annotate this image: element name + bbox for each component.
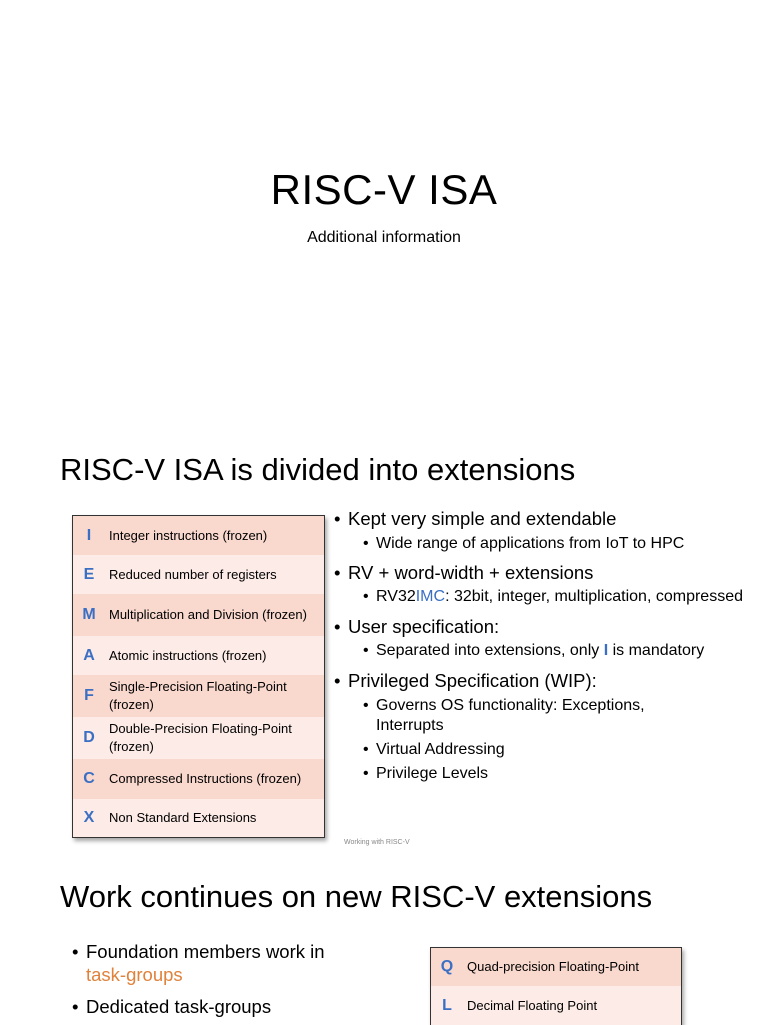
bullet-separated: [334, 641, 754, 661]
extension-letter: I: [86, 526, 92, 544]
bullet-applications: • Wide range of applications from IoT to HPC: [334, 534, 754, 554]
slide2-bullets: [334, 507, 754, 784]
bullet-dedicated-task-groups: • Dedicated task-groups: [72, 995, 402, 1018]
extension-description: Double-Precision Floating-Point (frozen): [109, 721, 292, 754]
extension-letter: X: [83, 809, 95, 826]
extension-row-c: [73, 759, 324, 799]
extension-description: Reduced number of registers: [109, 566, 277, 582]
bullet-privileged-spec: • Privileged Specification (WIP):: [334, 669, 754, 692]
extension-description: Decimal Floating Point: [467, 997, 598, 1013]
rv32-prefix: RV32: [376, 588, 416, 605]
slide2-heading: RISC-V ISA is divided into extensions: [60, 452, 576, 487]
bullet-privilege-levels: • Privilege Levels: [334, 764, 754, 784]
extension-letter: A: [83, 646, 95, 664]
extension-row-x: [73, 799, 324, 837]
extension-letter: M: [82, 606, 96, 623]
extension-row-q: [431, 948, 681, 986]
extension-row-a: [73, 636, 324, 675]
extension-row-l: [431, 986, 681, 1025]
extension-description: Compressed Instructions (frozen): [109, 771, 302, 786]
imc-highlight: IMC: [415, 588, 446, 605]
extension-description: Integer instructions (frozen): [109, 527, 268, 543]
extension-row-i: [73, 516, 324, 555]
extension-description: Single-Precision Floating-Point (frozen): [109, 679, 287, 712]
bullet-simple: • Kept very simple and extendable: [334, 507, 754, 530]
slide3-bullets: [72, 940, 402, 1018]
extension-description: Non Standard Extensions: [109, 810, 257, 825]
new-extensions-table: [430, 947, 682, 1025]
slide3-heading: Work continues on new RISC-V extensions: [60, 879, 653, 914]
bullet-rv32imc: [334, 587, 754, 607]
bullet-os-functionality: • Governs OS functionality: Exceptions, Interrupts: [334, 696, 676, 736]
extension-row-d: [73, 717, 324, 759]
slide1-subtitle: Additional information: [307, 229, 461, 246]
extension-description: Atomic instructions (frozen): [109, 647, 267, 663]
bullet-foundation-members: • Foundation members work in: [72, 940, 402, 963]
slide-footer: Working with RISC-V: [344, 839, 410, 846]
bullet-virtual-addressing: • Virtual Addressing: [334, 740, 754, 760]
separated-suffix: is mandatory: [608, 642, 705, 659]
extension-description: Quad-precision Floating-Point: [467, 959, 639, 974]
bullet-word-width: • RV + word-width + extensions: [334, 561, 754, 584]
extension-letter: L: [442, 996, 452, 1014]
extension-letter: C: [83, 770, 95, 787]
i-highlight: I: [603, 642, 609, 659]
extensions-table: [72, 515, 325, 838]
rv32-suffix: : 32bit, integer, multiplication, compressed: [445, 588, 743, 605]
slide1-title: RISC-V ISA: [270, 166, 498, 213]
task-groups-highlight: task-groups: [86, 964, 183, 985]
extension-letter: Q: [440, 958, 454, 975]
extension-row-f: [73, 675, 324, 717]
separated-prefix: Separated into extensions, only: [376, 642, 604, 659]
bullet-user-spec: • User specification:: [334, 615, 754, 638]
extension-letter: F: [84, 687, 94, 704]
extension-description: Multiplication and Division (frozen): [109, 607, 307, 622]
extension-row-e: [73, 555, 324, 594]
extension-letter: D: [83, 729, 95, 746]
extension-row-m: [73, 594, 324, 636]
extension-letter: E: [83, 565, 95, 583]
